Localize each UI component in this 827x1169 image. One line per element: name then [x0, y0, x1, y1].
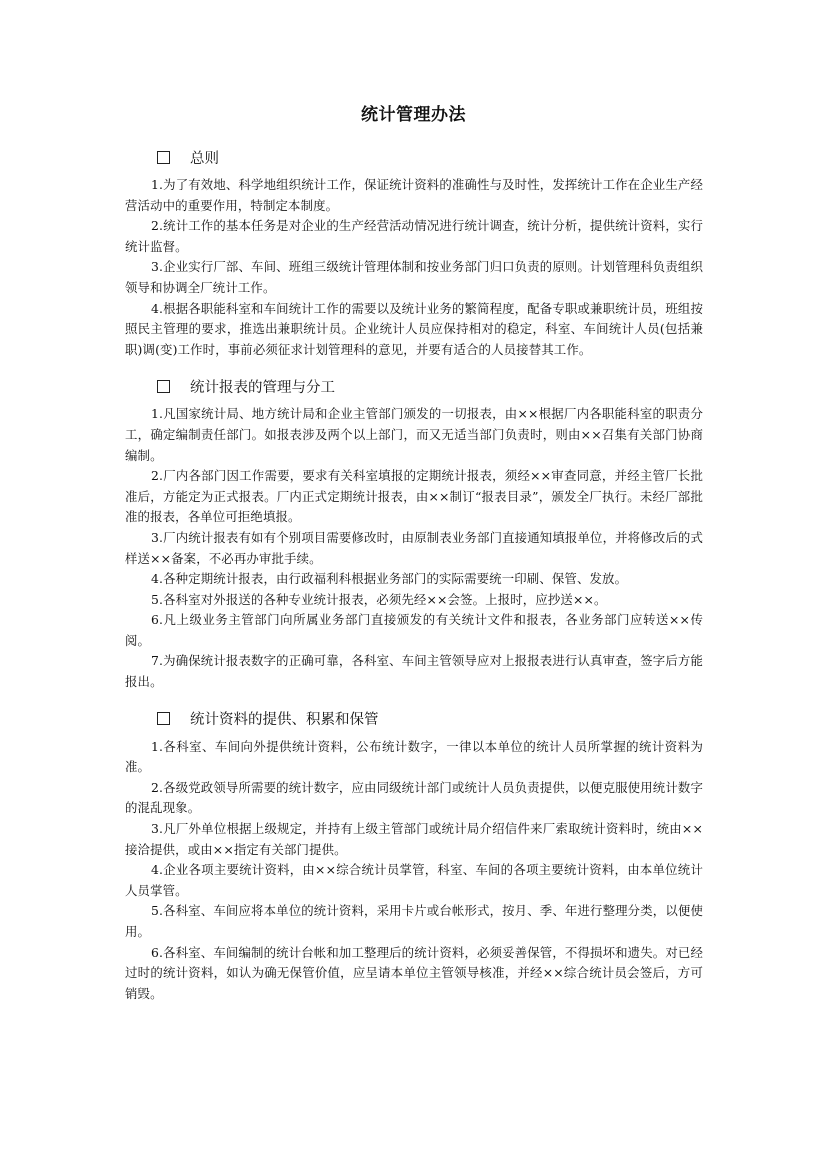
- section-general: [125, 145, 703, 360]
- paragraph: 4.各种定期统计报表，由行政福利科根据业务部门的实际需要统一印刷、保管、发放。: [151, 571, 628, 587]
- document-body: [125, 145, 703, 1018]
- paragraph: 1.凡国家统计局、地方统计局和企业主管部门颁发的一切报表，由××根据厂内各职能科室的职责分工，确定编制责任部门。如报表涉及两个以上部门，而又无适当部门负责时，则由××召集有关部门协商编制。: [125, 406, 703, 463]
- section-heading: [125, 374, 703, 398]
- section-heading-text: 统计资料的提供、积累和保管: [190, 712, 379, 729]
- paragraph: 5.各科室、车间应将本单位的统计资料，采用卡片或台帐形式，按月、季、年进行整理分类，以便使用。: [125, 903, 703, 939]
- paragraph: 6.各科室、车间编制的统计台帐和加工整理后的统计资料，必须妥善保管，不得损坏和遗失。对已经过时的统计资料，如认为确无保管价值，应呈请本单位主管领导核准，并经××综合统计员会签后，方可销毁。: [125, 944, 703, 1001]
- checkbox-icon: [157, 151, 170, 164]
- section-heading-text: 统计报表的管理与分工: [190, 379, 335, 396]
- paragraph: 3.企业实行厂部、车间、班组三级统计管理体制和按业务部门归口负责的原则。计划管理科负责组织领导和协调全厂统计工作。: [125, 259, 703, 295]
- checkbox-icon: [157, 380, 170, 393]
- paragraph: 2.厂内各部门因工作需要，要求有关科室填报的定期统计报表，须经××审查同意，并经主管厂长批准后，方能定为正式报表。厂内正式定期统计报表，由××制订“报表目录”，颁发全厂执行。未经厂部批准的报表，各单位可拒绝填报。: [125, 468, 703, 525]
- section-heading: [125, 145, 703, 169]
- paragraph: 5.各科室对外报送的各种专业统计报表，必须先经××会签。上报时，应抄送××。: [151, 591, 607, 607]
- paragraph: 3.厂内统计报表有如有个别项目需要修改时，由原制表业务部门直接通知填报单位，并将修改后的式样送××备案，不必再办审批手续。: [125, 529, 703, 566]
- checkbox-icon: [157, 712, 170, 725]
- paragraph: 2.统计工作的基本任务是对企业的生产经营活动情况进行统计调查，统计分析，提供统计资料，实行统计监督。: [125, 218, 703, 254]
- paragraph: 7.为确保统计报表数字的正确可靠，各科室、车间主管领导应对上报报表进行认真审查，签字后方能报出。: [125, 653, 703, 690]
- section-report-management: [125, 374, 703, 692]
- paragraph: 1.各科室、车间向外提供统计资料，公布统计数字，一律以本单位的统计人员所掌握的统计资料为准。: [125, 738, 703, 775]
- paragraph: 4.根据各职能科室和车间统计工作的需要以及统计业务的繁简程度，配备专职或兼职统计员，班组按照民主管理的要求，推选出兼职统计员。企业统计人员应保持相对的稳定，科室、车间统计人员(包括兼职)调(变)工作时，事前必须征求计划管理科的意见，并要有适合的人员接替其工作。: [125, 300, 703, 357]
- paragraph: 2.各级党政领导所需要的统计数字，应由同级统计部门或统计人员负责提供，以便克服使用统计数字的混乱现象。: [125, 779, 703, 816]
- paragraph: 6.凡上级业务主管部门向所属业务部门直接颁发的有关统计文件和报表，各业务部门应转送××传阅。: [125, 612, 703, 648]
- paragraph: 1.为了有效地、科学地组织统计工作，保证统计资料的准确性与及时性，发挥统计工作在企业生产经营活动中的重要作用，特制定本制度。: [125, 177, 703, 213]
- section-heading: [125, 707, 703, 731]
- paragraph: 4.企业各项主要统计资料，由××综合统计员掌管，科室、车间的各项主要统计资料，由本单位统计人员掌管。: [125, 862, 703, 898]
- section-heading-text: 总则: [190, 150, 219, 167]
- paragraph: 3.凡厂外单位根据上级规定，并持有上级主管部门或统计局介绍信件来厂索取统计资料时，统由××接洽提供，或由××指定有关部门提供。: [125, 821, 703, 857]
- section-data-provision: [125, 707, 703, 1005]
- page-title: 统计管理办法: [361, 105, 466, 125]
